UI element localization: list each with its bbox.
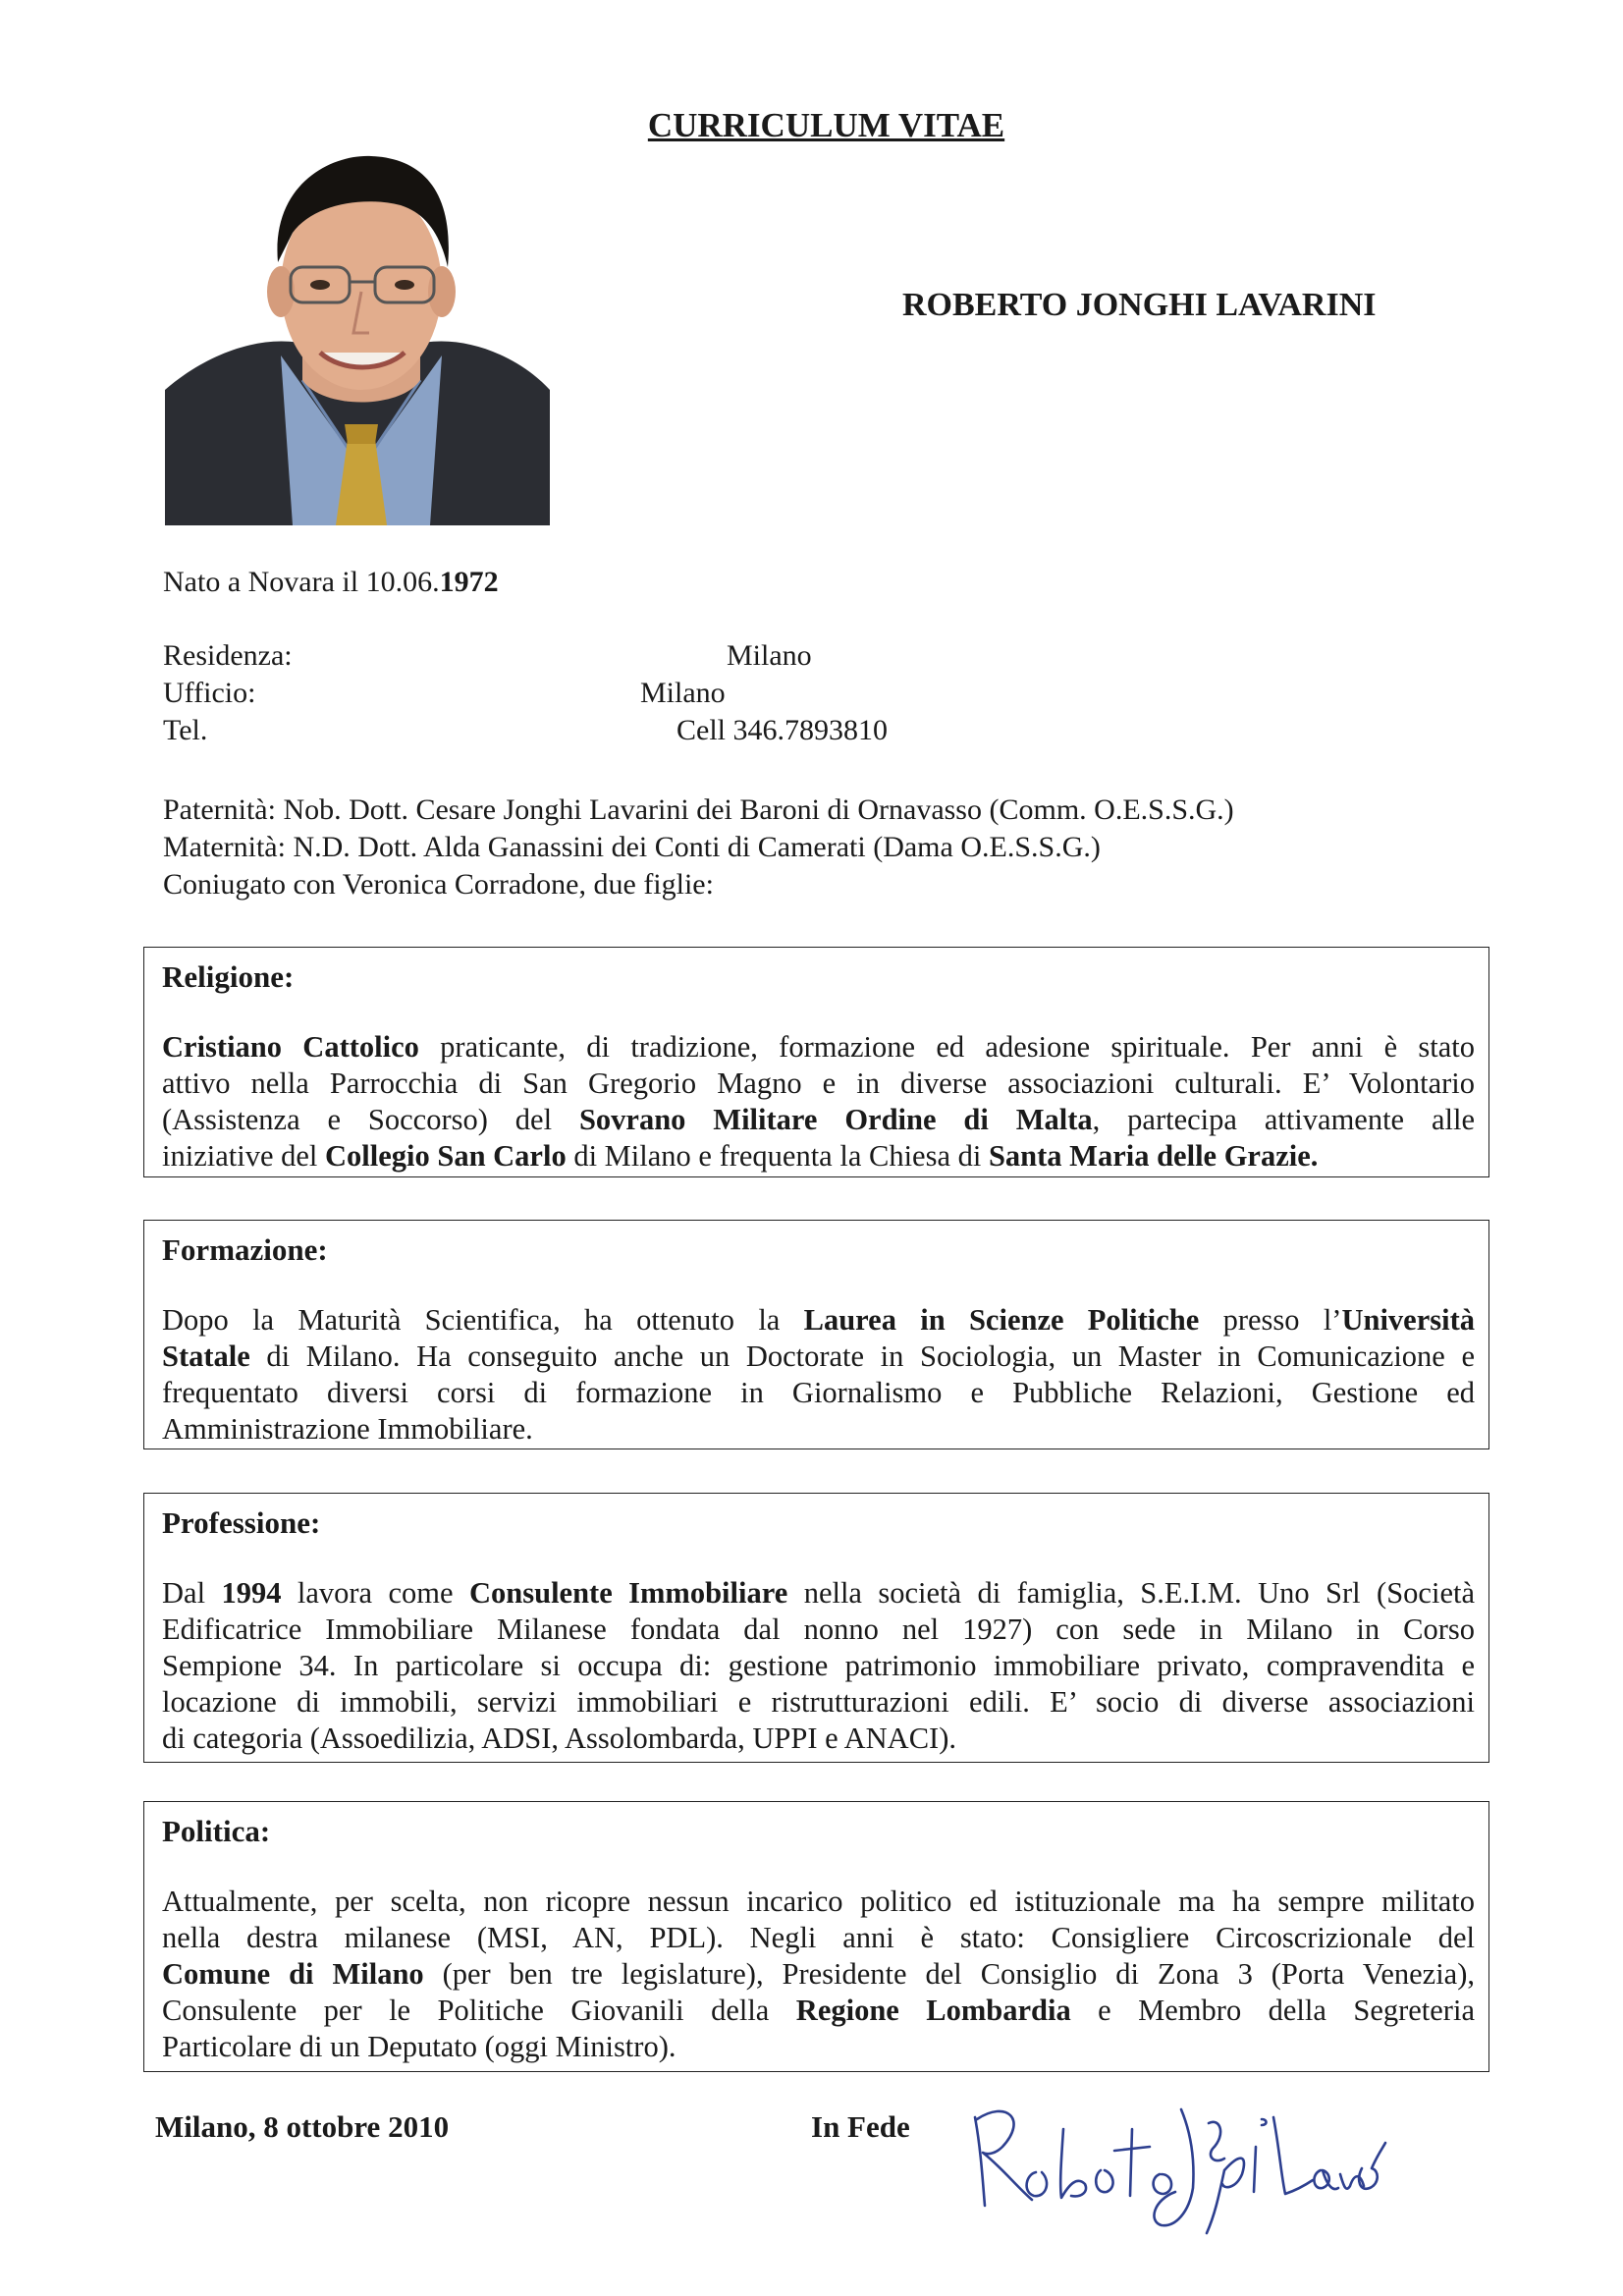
text-line: di categoria (Assoedilizia, ADSI, Assolombarda, UPPI e ANACI). bbox=[162, 1722, 956, 1755]
place-date: Milano, 8 ottobre 2010 bbox=[155, 2109, 450, 2144]
text-line: Edificatrice Immobiliare Milanese fondata dal nonno nel 1927) con sede in Milano in Corso bbox=[162, 1613, 1475, 1646]
text-line: Particolare di un Deputato (oggi Ministro). bbox=[162, 2030, 676, 2063]
portrait-photo bbox=[165, 144, 550, 525]
residence-label: Residenza: bbox=[163, 639, 293, 672]
section-formazione bbox=[143, 1220, 1489, 1449]
married-info: Coniugato con Veronica Corradone, due figlie: bbox=[163, 868, 714, 901]
text-line: Amministrazione Immobiliare. bbox=[162, 1412, 533, 1446]
person-name: ROBERTO JONGHI LAVARINI bbox=[902, 287, 1377, 323]
section-text bbox=[162, 1884, 1475, 2065]
text-segment: Dal bbox=[162, 1576, 222, 1610]
section-text bbox=[162, 1302, 1475, 1448]
residence-value: Milano bbox=[727, 639, 812, 672]
bold-text: Consulente Immobiliare bbox=[469, 1576, 788, 1610]
bold-text: Cristiano Cattolico bbox=[162, 1030, 419, 1064]
text-line: Sempione 34. In particolare si occupa di: gestione patrimonio immobiliare privato, compravendita e bbox=[162, 1649, 1475, 1682]
section-text bbox=[162, 1575, 1475, 1757]
in-fede-label: In Fede bbox=[811, 2109, 910, 2144]
bold-text: Comune di Milano bbox=[162, 1957, 424, 1991]
document-title: CURRICULUM VITAE bbox=[647, 106, 1005, 144]
bold-text: Sovrano Militare Ordine di Malta bbox=[578, 1103, 1093, 1136]
section-professione bbox=[143, 1493, 1489, 1763]
text-segment: Dopo la Maturità Scientifica, ha ottenuto la bbox=[162, 1303, 804, 1337]
bold-text: Regione Lombardia bbox=[795, 1994, 1071, 2027]
text-segment: presso l’ bbox=[1199, 1303, 1342, 1337]
text-line: locazione di immobili, servizi immobiliari e ristrutturazioni edili. E’ socio di diverse associazioni bbox=[162, 1685, 1475, 1719]
text-segment: Consulente per le Politiche Giovanili della bbox=[162, 1994, 796, 2027]
section-heading: Professione: bbox=[162, 1505, 321, 1540]
text-segment: , partecipa attivamente alle bbox=[1092, 1103, 1475, 1136]
text-line: nella destra milanese (MSI, AN, PDL). Negli anni è stato: Consigliere Circoscrizionale del bbox=[162, 1921, 1475, 1954]
handwritten-signature bbox=[967, 2090, 1389, 2237]
section-heading: Politica: bbox=[162, 1814, 271, 1848]
paternity: Paternità: Nob. Dott. Cesare Jonghi Lavarini dei Baroni di Ornavasso (Comm. O.E.S.S.G.) bbox=[163, 793, 1234, 826]
bold-text: 1994 bbox=[221, 1576, 282, 1610]
text-segment: e Membro della Segreteria bbox=[1070, 1994, 1475, 2027]
text-segment: (Assistenza e Soccorso) del bbox=[162, 1103, 579, 1136]
text-segment: lavora come bbox=[281, 1576, 469, 1610]
office-value: Milano bbox=[640, 677, 726, 709]
text-segment: iniziative del bbox=[162, 1139, 325, 1173]
portrait-illustration bbox=[165, 144, 550, 525]
maternity: Maternità: N.D. Dott. Alda Ganassini dei Conti di Camerati (Dama O.E.S.S.G.) bbox=[163, 831, 1101, 863]
bold-text: Università bbox=[1341, 1303, 1475, 1337]
text-line: frequentato diversi corsi di formazione in Giornalismo e Pubbliche Relazioni, Gestione ed bbox=[162, 1376, 1475, 1409]
text-segment: (per ben tre legislature), Presidente del Consiglio di Zona 3 (Porta Venezia), bbox=[423, 1957, 1475, 1991]
section-heading: Religione: bbox=[162, 959, 295, 994]
tel-value: Cell 346.7893810 bbox=[676, 714, 888, 746]
signature-scribble bbox=[967, 2090, 1389, 2237]
text-line: Attualmente, per scelta, non ricopre nessun incarico politico ed istituzionale ma ha sempre militato bbox=[162, 1885, 1475, 1918]
text-segment: praticante, di tradizione, formazione ed adesione spirituale. Per anni è stato bbox=[418, 1030, 1475, 1064]
birth-year: 1972 bbox=[439, 566, 499, 598]
text-segment: di Milano. Ha conseguito anche un Doctorate in Sociologia, un Master in Comunicazione e bbox=[249, 1339, 1475, 1373]
bold-text: Statale bbox=[162, 1339, 250, 1373]
section-politica bbox=[143, 1801, 1489, 2072]
section-heading: Formazione: bbox=[162, 1232, 328, 1267]
birth-text: Nato a Novara il 10.06. bbox=[163, 566, 440, 598]
text-segment: nella società di famiglia, S.E.I.M. Uno Srl (Società bbox=[787, 1576, 1475, 1610]
section-text bbox=[162, 1029, 1475, 1175]
text-line: attivo nella Parrocchia di San Gregorio Magno e in diverse associazioni culturali. E’ Volontario bbox=[162, 1066, 1475, 1100]
tel-label: Tel. bbox=[163, 714, 208, 746]
bold-text: Laurea in Scienze Politiche bbox=[803, 1303, 1200, 1337]
office-label: Ufficio: bbox=[163, 677, 256, 709]
birth-info bbox=[163, 563, 499, 602]
text-segment: di Milano e frequenta la Chiesa di bbox=[566, 1139, 989, 1173]
section-religione bbox=[143, 947, 1489, 1177]
bold-text: Santa Maria delle Grazie. bbox=[988, 1139, 1319, 1173]
bold-text: Collegio San Carlo bbox=[325, 1139, 567, 1173]
